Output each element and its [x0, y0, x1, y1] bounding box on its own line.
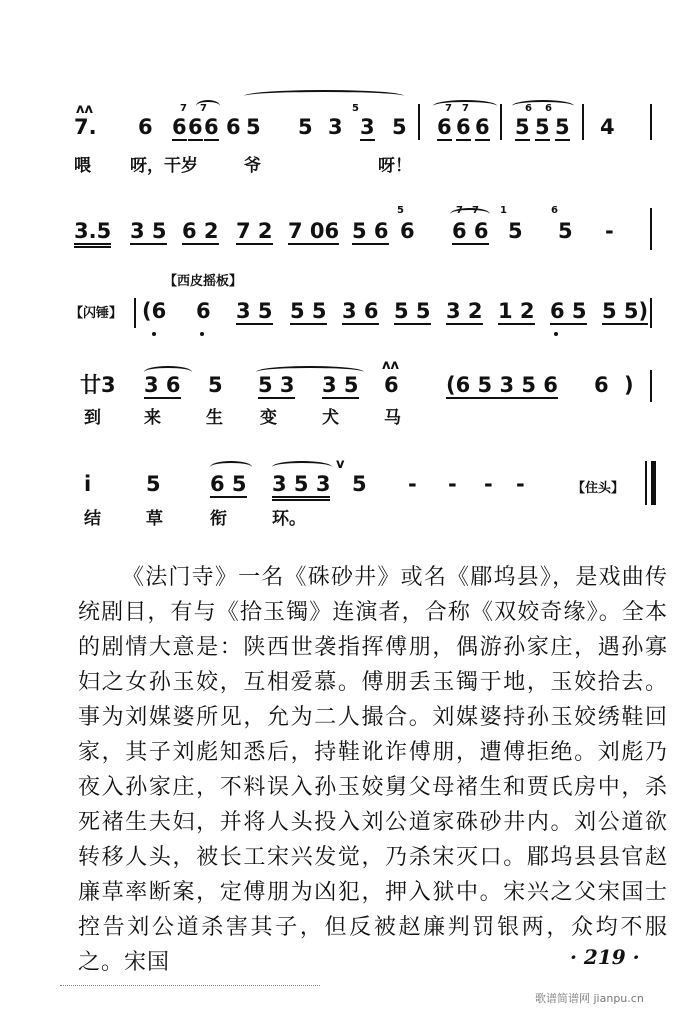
note: 5	[208, 373, 223, 397]
note: 6	[437, 115, 452, 139]
lyric: 结	[84, 509, 101, 529]
note: 5	[298, 115, 313, 139]
note: 3 5	[236, 299, 273, 323]
row5-lyrics	[0, 509, 690, 535]
bar-line	[645, 461, 647, 505]
row1-notes	[0, 116, 690, 156]
watermark: 歌谱简谱网 jianpu.cn	[535, 992, 644, 1005]
ending-label: 【住头】	[572, 481, 625, 496]
note: 5 5	[394, 299, 431, 323]
lyric: 呀，干岁	[130, 156, 198, 176]
score-row-5	[0, 455, 690, 535]
final-bar-line	[651, 461, 656, 505]
note: 5	[515, 115, 530, 139]
note: i	[84, 472, 92, 496]
slur	[450, 205, 490, 220]
grace-note: 7	[200, 103, 207, 114]
grace-note: 7	[180, 103, 187, 114]
lyric: 呀！	[378, 156, 412, 176]
synopsis-text	[78, 560, 668, 980]
lower-octave-dot	[554, 332, 558, 336]
note: )	[624, 373, 634, 397]
note: 5 6	[352, 219, 389, 243]
row2-notes	[0, 220, 690, 260]
note: 6	[594, 373, 609, 397]
lyric: 环。	[272, 509, 306, 529]
bar-line	[650, 370, 652, 402]
note: (6 5 3 5 6	[446, 373, 558, 397]
grace-note: 7	[445, 103, 452, 114]
grace-note: 6	[545, 103, 552, 114]
note: 6	[226, 115, 241, 139]
slur	[512, 100, 574, 112]
note: 6	[384, 373, 399, 397]
note: 4	[600, 115, 615, 139]
bar-line	[650, 104, 652, 140]
note: 7 2	[236, 219, 273, 243]
lower-octave-dot	[152, 332, 156, 336]
lyric: 来	[144, 408, 161, 428]
note: 6 5	[550, 299, 587, 323]
lyric: 草	[146, 509, 163, 529]
breath-mark: ʌʌ	[382, 358, 399, 373]
score-row-2	[0, 200, 690, 250]
note: 6 2	[182, 219, 219, 243]
divider	[60, 985, 320, 987]
note: 5 3	[258, 373, 295, 397]
score-row-3	[0, 270, 690, 340]
note: 7 06	[288, 219, 340, 243]
grace-note: 7	[472, 205, 479, 216]
note: 5	[352, 472, 367, 496]
row1-lyrics	[0, 156, 690, 182]
note: 3 2	[446, 299, 483, 323]
note: 6	[400, 219, 415, 243]
lyric: 马	[384, 408, 401, 428]
row4-lyrics	[0, 408, 690, 434]
note: 3 5	[322, 373, 359, 397]
note: 6	[475, 115, 490, 139]
slur	[196, 100, 220, 112]
note: 6	[188, 115, 203, 139]
slur	[244, 90, 404, 102]
note: -	[605, 219, 614, 243]
note: 6 5	[210, 472, 247, 496]
breath-mark: ʌʌ	[76, 102, 93, 117]
bar-line	[500, 104, 502, 140]
note: 6 6	[452, 219, 489, 243]
note: 6	[456, 115, 471, 139]
note: 3	[328, 115, 343, 139]
lyric: 犬	[322, 408, 339, 428]
note: 5	[146, 472, 161, 496]
note: 廿3	[80, 373, 116, 397]
note: 5	[246, 115, 261, 139]
note: 5	[508, 219, 523, 243]
note: 5	[392, 115, 407, 139]
note: -	[516, 472, 525, 496]
grace-note: 5	[352, 103, 359, 114]
lyric: 到	[84, 408, 101, 428]
score-row-1	[0, 100, 690, 180]
note: 5	[558, 219, 573, 243]
score-row-4	[0, 360, 690, 435]
note: 5	[555, 115, 570, 139]
note: (6	[142, 299, 167, 323]
note: 3 6	[144, 373, 181, 397]
lower-octave-dot	[200, 332, 204, 336]
grace-note: 6	[525, 103, 532, 114]
note: 3 6	[342, 299, 379, 323]
note: 6	[138, 115, 153, 139]
note: -	[408, 472, 417, 496]
lyric: 变	[260, 408, 277, 428]
note: 3 5 3	[272, 473, 330, 501]
percussion-label: 【闪锤】	[70, 306, 123, 321]
note: 6	[196, 299, 211, 323]
lyric: 衔	[210, 509, 227, 529]
note: 6	[204, 115, 219, 139]
bar-line	[650, 298, 652, 328]
grace-note: 7	[462, 103, 469, 114]
grace-note: 1	[500, 205, 507, 216]
lyric: 爷	[244, 156, 261, 176]
lyric: 喂	[74, 156, 91, 176]
paragraph: 《法门寺》一名《硃砂井》或名《郿坞县》，是戏曲传统剧目，有与《拾玉镯》连演者，合称《双姣奇缘》。全本的剧情大意是：陕西世袭指挥傅朋，偶游孙家庄，遇孙寡妇之女孙玉姣，互相爱慕。傅朋丢玉镯于地，玉姣拾去。事为刘媒婆所见，允为二人撮合。刘媒婆持孙玉姣绣鞋回家，其子刘彪知悉后，持鞋讹诈傅朋，遭傅拒绝。刘彪乃夜入孙家庄，不料误入孙玉姣舅父母褚生和贾氏房中，杀死褚生夫妇，并将人头投入刘公道家硃砂井内。刘公道欲转移人头，被长工宋兴发觉，乃杀宋灭口。郿坞县县官赵廉草率断案，定傅朋为凶犯，押入狱中。宋兴之父宋国士控告刘公道杀害其子，但反被赵廉判罚银两，众均不服之。宋国	[78, 565, 668, 975]
note: 5 5	[290, 299, 327, 323]
row3-notes	[0, 300, 690, 340]
breath-mark: v	[336, 457, 345, 472]
note: 5	[535, 115, 550, 139]
note: 3 5	[130, 219, 167, 243]
note: 6	[172, 115, 187, 139]
note: 7.	[74, 115, 97, 139]
grace-note: 7	[456, 205, 463, 216]
grace-note: 6	[551, 205, 558, 216]
note: 3	[360, 115, 375, 139]
note: -	[448, 472, 457, 496]
section-label: 【西皮摇板】	[164, 274, 243, 289]
bar-line	[582, 104, 584, 140]
lyric: 生	[206, 408, 223, 428]
page-number: · 219 ·	[570, 945, 640, 969]
bar-line	[418, 104, 420, 140]
note: 1 2	[498, 299, 535, 323]
grace-note: 5	[397, 205, 404, 216]
bar-line	[650, 208, 652, 250]
slur	[433, 100, 497, 112]
note: -	[484, 472, 493, 496]
note: 3.5	[74, 220, 111, 248]
note: 5 5)	[602, 299, 649, 323]
